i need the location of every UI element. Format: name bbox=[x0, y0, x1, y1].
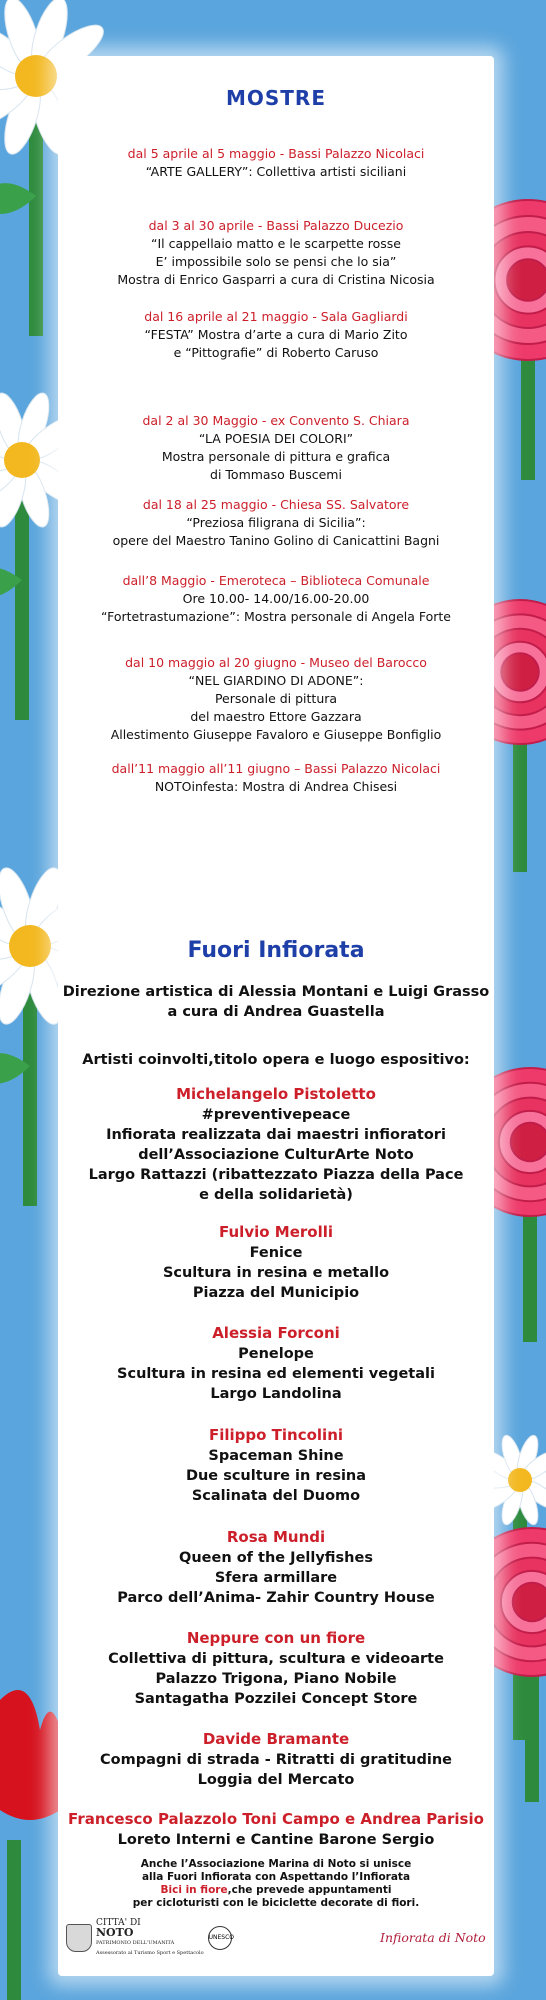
rose-layer-icon bbox=[511, 1123, 546, 1161]
exhibit-item bbox=[58, 572, 494, 626]
exhibit-description: NOTOinfesta: Mostra di Andrea Chisesi bbox=[154, 779, 398, 794]
artist-entry bbox=[58, 1527, 494, 1608]
artist-entry bbox=[58, 1222, 494, 1303]
artist-entry bbox=[58, 1729, 494, 1790]
artist-entry bbox=[58, 1323, 494, 1404]
artist-entry bbox=[58, 1084, 494, 1205]
exhibit-dates: dal 16 aprile al 21 maggio - Sala Gagliardi bbox=[144, 309, 408, 324]
exhibit-dates: dal 2 al 30 Maggio - ex Convento S. Chiara bbox=[142, 413, 410, 428]
artist-detail: Palazzo Trigona, Piano Nobile bbox=[155, 1671, 397, 1687]
exhibit-description: Ore 10.00- 14.00/16.00-20.00 bbox=[182, 591, 370, 606]
exhibit-description: Personale di pittura bbox=[214, 691, 338, 706]
rose-layer-icon bbox=[501, 653, 538, 690]
exhibit-item bbox=[58, 412, 494, 484]
stem-icon bbox=[7, 1840, 21, 2000]
exhibit-dates: dall’8 Maggio - Emeroteca – Biblioteca Comunale bbox=[122, 573, 430, 588]
noto-city-logo: CITTA' DI NOTO PATRIMONIO DELL'UMANITÀ Assessorato al Turismo Sport e Spettacolo UNESCO bbox=[66, 1918, 232, 1958]
exhibit-description: “Fortetrastumazione”: Mostra personale di Angela Forte bbox=[100, 609, 451, 624]
exhibit-description: di Tommaso Buscemi bbox=[210, 467, 342, 482]
artist-entry bbox=[58, 1425, 494, 1506]
artist-name: Michelangelo Pistoletto bbox=[176, 1085, 376, 1103]
exhibit-dates: dal 5 aprile al 5 maggio - Bassi Palazzo Nicolaci bbox=[127, 146, 425, 161]
exhibit-dates: dal 18 al 25 maggio - Chiesa SS. Salvatore bbox=[142, 497, 410, 512]
exhibit-description: E’ impossibile solo se pensi che lo sia” bbox=[155, 254, 397, 269]
artist-name: Filippo Tincolini bbox=[208, 1426, 344, 1444]
artist-name: Alessia Forconi bbox=[212, 1324, 340, 1342]
artist-detail: #preventivepeace bbox=[201, 1107, 351, 1123]
artist-detail: Infiorata realizzata dai maestri infioratori bbox=[106, 1127, 446, 1143]
artist-detail: Collettiva di pittura, scultura e videoarte bbox=[108, 1651, 444, 1667]
city-crest-icon bbox=[66, 1924, 92, 1952]
artist-detail: Compagni di strada - Ritratti di gratitudine bbox=[99, 1752, 453, 1768]
tulip-icon bbox=[0, 1690, 66, 1820]
artist-detail: Scultura in resina ed elementi vegetali bbox=[117, 1366, 435, 1382]
artist-detail: Largo Landolina bbox=[210, 1386, 342, 1402]
exhibit-item bbox=[58, 760, 494, 796]
rose-layer-icon bbox=[507, 259, 546, 301]
artist-detail: Scalinata del Duomo bbox=[191, 1488, 361, 1504]
fuori-title: Fuori Infiorata bbox=[187, 938, 365, 963]
marina-note: Anche l’Associazione Marina di Noto si unisce alla Fuori Infiorata con Aspettando l’Infiorata Bici in fiore,che prevede appuntamenti per cicloturisti con le biciclette decorate di fiori. bbox=[132, 1858, 420, 1909]
artists-intro: Artisti coinvolti,titolo opera e luogo espositivo: bbox=[82, 1052, 470, 1068]
artist-detail: Parco dell’Anima- Zahir Country House bbox=[117, 1590, 435, 1606]
infiorata-brand-logo: Infiorata di Noto bbox=[380, 1930, 486, 1945]
artist-detail: Santagatha Pozzilei Concept Store bbox=[134, 1691, 418, 1707]
exhibit-description: del maestro Ettore Gazzara bbox=[190, 709, 362, 724]
daisy-center-icon bbox=[508, 1468, 532, 1492]
artistic-direction bbox=[58, 982, 494, 1022]
exhibit-item bbox=[58, 145, 494, 181]
artist-detail: dell’Associazione CulturArte Noto bbox=[138, 1147, 414, 1163]
exhibit-description: “ARTE GALLERY”: Collettiva artisti siciliani bbox=[145, 164, 407, 179]
exhibit-dates: dal 10 maggio al 20 giugno - Museo del Barocco bbox=[125, 655, 427, 670]
exhibit-item bbox=[58, 308, 494, 362]
exhibit-dates: dal 3 al 30 aprile - Bassi Palazzo Ducezio bbox=[148, 218, 404, 233]
artist-detail: Fenice bbox=[249, 1245, 303, 1261]
artist-detail: Penelope bbox=[238, 1346, 314, 1362]
exhibit-description: “NEL GIARDINO DI ADONE”: bbox=[188, 673, 364, 688]
exhibit-description: Allestimento Giuseppe Favaloro e Giuseppe Bonfiglio bbox=[110, 727, 442, 742]
artist-detail: Loggia del Mercato bbox=[197, 1772, 355, 1788]
artist-name: Fulvio Merolli bbox=[219, 1223, 333, 1241]
exhibit-item bbox=[58, 217, 494, 289]
artist-name: Rosa Mundi bbox=[226, 1528, 326, 1546]
artist-detail: Sfera armillare bbox=[214, 1570, 338, 1586]
exhibit-item bbox=[58, 496, 494, 550]
exhibit-description: e “Pittografie” di Roberto Caruso bbox=[173, 345, 379, 360]
artist-name: Neppure con un fiore bbox=[186, 1629, 366, 1647]
artist-entry bbox=[58, 1628, 494, 1709]
artist-detail: Piazza del Municipio bbox=[192, 1285, 360, 1301]
unesco-icon: UNESCO bbox=[208, 1926, 232, 1950]
artist-name: Davide Bramante bbox=[202, 1730, 350, 1748]
exhibit-description: “Il cappellaio matto e le scarpette rosse bbox=[151, 236, 401, 251]
artist-detail: Scultura in resina e metallo bbox=[162, 1265, 390, 1281]
artist-detail: Queen of the Jellyfishes bbox=[179, 1550, 373, 1566]
artist-name: Francesco Palazzolo Toni Campo e Andrea Parisio bbox=[68, 1810, 484, 1828]
daisy-center-icon bbox=[9, 925, 51, 967]
direction-line: a cura di Andrea Guastella bbox=[167, 1004, 385, 1020]
exhibit-description: Mostra di Enrico Gasparri a cura di Cristina Nicosia bbox=[117, 272, 435, 287]
artist-detail: Due sculture in resina bbox=[185, 1468, 367, 1484]
daisy-center-icon bbox=[4, 442, 40, 478]
exhibit-item bbox=[58, 654, 494, 744]
exhibit-description: “FESTA” Mostra d’arte a cura di Mario Zito bbox=[144, 327, 408, 342]
artist-detail: e della solidarietà) bbox=[199, 1187, 353, 1203]
rose-layer-icon bbox=[513, 1583, 546, 1621]
artist-detail: Loreto Interni e Cantine Barone Sergio bbox=[117, 1832, 435, 1848]
exhibit-description: “LA POESIA DEI COLORI” bbox=[198, 431, 354, 446]
exhibit-description: “Preziosa filigrana di Sicilia”: bbox=[186, 515, 366, 530]
artist-detail: Spaceman Shine bbox=[208, 1448, 344, 1464]
mostre-title: MOSTRE bbox=[225, 86, 326, 110]
exhibit-description: Mostra personale di pittura e grafica bbox=[161, 449, 391, 464]
daisy-center-icon bbox=[15, 55, 57, 97]
direction-line: Direzione artistica di Alessia Montani e Luigi Grasso bbox=[62, 984, 490, 1000]
exhibit-dates: dall’11 maggio all’11 giugno – Bassi Palazzo Nicolaci bbox=[111, 761, 441, 776]
exhibit-description: opere del Maestro Tanino Golino di Canicattini Bagni bbox=[112, 533, 440, 548]
bici-in-fiore-highlight: Bici in fiore bbox=[160, 1884, 228, 1896]
artist-detail: Largo Rattazzi (ribattezzato Piazza della Pace bbox=[88, 1167, 464, 1183]
artist-entry bbox=[58, 1809, 494, 1850]
